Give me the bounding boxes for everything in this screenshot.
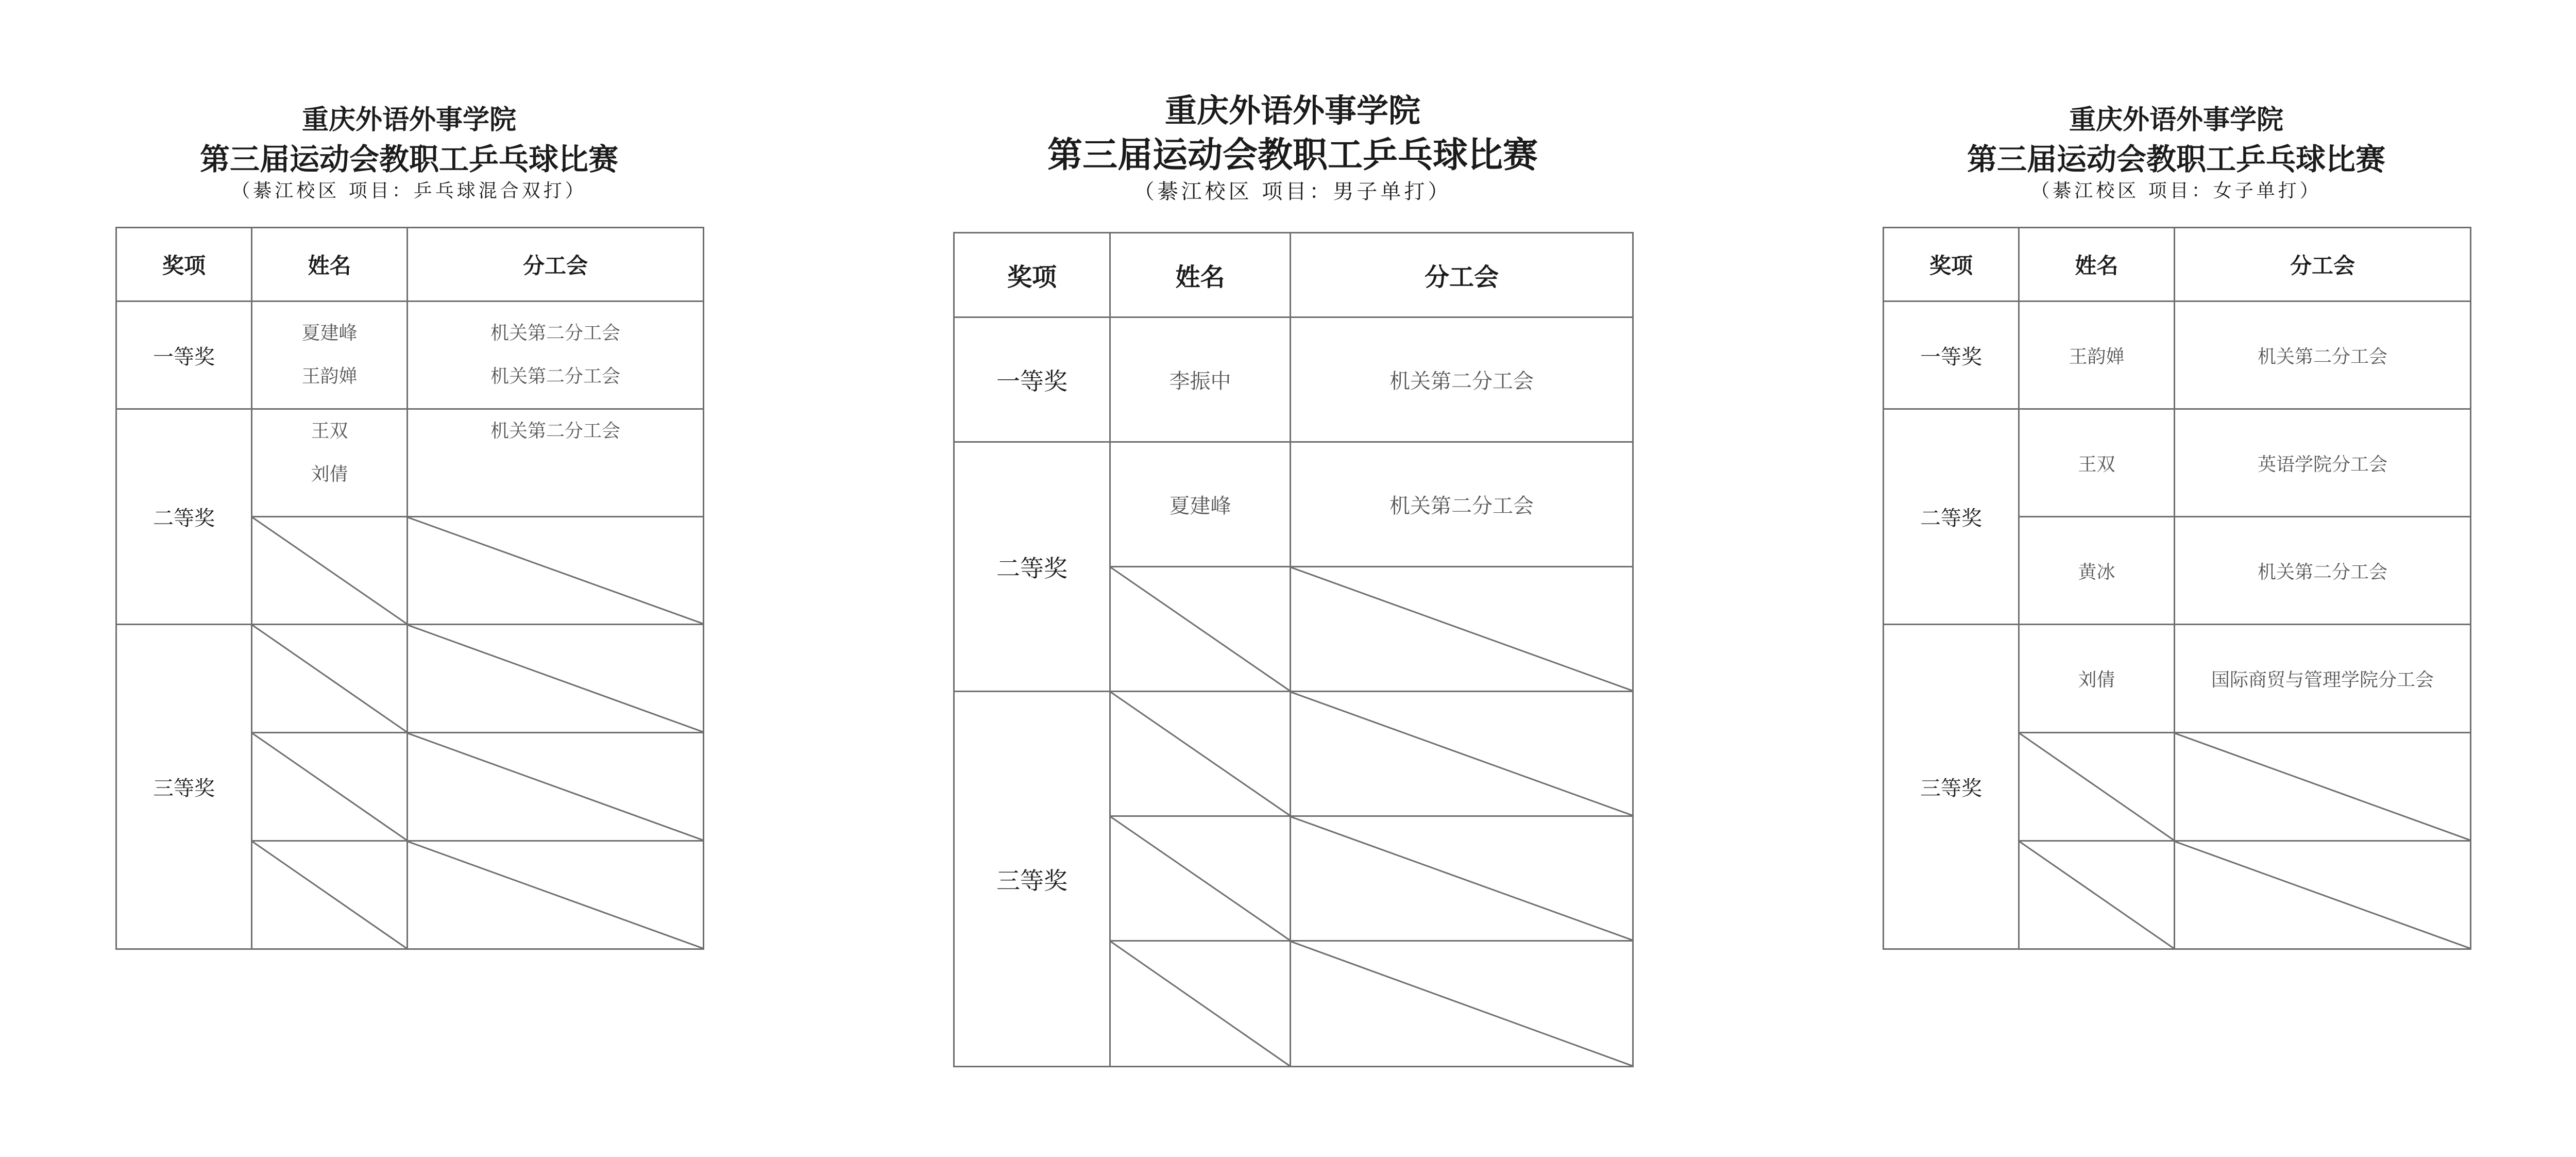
school-name: 重庆外语外事学院 — [1164, 92, 1420, 129]
winner-name: 李振中 — [1169, 370, 1231, 393]
name-cell — [252, 301, 408, 409]
panel-womens-singles — [1883, 98, 2470, 953]
header-union: 分工会 — [408, 228, 704, 301]
panel-header — [1883, 98, 2470, 211]
empty-slash-cell — [1110, 692, 1291, 816]
winner-union: 机关第二分工会 — [1389, 370, 1534, 393]
results-table — [1883, 227, 2471, 950]
empty-slash-cell — [1291, 816, 1633, 941]
empty-slash-cell — [2175, 841, 2471, 949]
winner-union: 机关第二分工会 — [2257, 346, 2387, 367]
winner-name: 王双 — [2078, 454, 2115, 475]
winner-union: 机关第二分工会 — [1389, 494, 1534, 518]
award-second: 二等奖 — [116, 409, 252, 625]
union-cell — [2175, 625, 2471, 733]
header-award: 奖项 — [116, 228, 252, 301]
name-cell — [2019, 301, 2175, 409]
event-subtitle: （綦江校区 项目：男子单打） — [1133, 180, 1452, 204]
award-first: 一等奖 — [116, 301, 252, 409]
event-title: 第三届运动会教职工乒乓球比赛 — [1967, 142, 2385, 177]
winner-name: 王韵婵 — [2069, 346, 2125, 367]
winner-name: 刘倩 — [311, 464, 348, 485]
event-subtitle: （綦江校区 项目：女子单打） — [2031, 180, 2321, 202]
empty-slash-cell — [408, 841, 704, 949]
empty-slash-cell — [408, 733, 704, 841]
empty-slash-cell — [2175, 733, 2471, 841]
union-cell — [2175, 517, 2471, 625]
union-cell — [408, 301, 704, 409]
results-table — [115, 227, 704, 950]
award-third: 三等奖 — [116, 625, 252, 949]
name-cell — [2019, 517, 2175, 625]
winner-name: 王双 — [311, 421, 348, 442]
union-cell — [408, 409, 704, 517]
winner-name: 王韵婵 — [301, 366, 358, 387]
union-cell — [1291, 442, 1633, 567]
header-award: 奖项 — [1884, 228, 2019, 301]
event-title: 第三届运动会教职工乒乓球比赛 — [199, 142, 618, 177]
winner-union: 国际商贸与管理学院分工会 — [2211, 669, 2434, 691]
header-name: 姓名 — [2019, 228, 2175, 301]
empty-slash-cell — [1110, 816, 1291, 941]
empty-slash-cell — [252, 733, 408, 841]
name-cell — [2019, 625, 2175, 733]
name-cell — [252, 409, 408, 517]
award-third: 三等奖 — [1884, 625, 2019, 949]
school-name: 重庆外语外事学院 — [301, 104, 516, 136]
empty-slash-cell — [252, 625, 408, 733]
header-award: 奖项 — [954, 233, 1110, 317]
empty-slash-cell — [408, 517, 704, 625]
name-cell — [1110, 317, 1291, 442]
event-subtitle: （綦江校区 项目：乒乓球混合双打） — [231, 180, 587, 202]
empty-slash-cell — [252, 517, 408, 625]
union-cell — [1291, 317, 1633, 442]
panel-header — [115, 98, 703, 211]
winner-name: 黄冰 — [2078, 561, 2115, 583]
panel-mens-singles — [953, 85, 1632, 1075]
winner-union: 机关第二分工会 — [490, 421, 620, 442]
winner-name: 夏建峰 — [301, 323, 358, 344]
event-title: 第三届运动会教职工乒乓球比赛 — [1047, 135, 1538, 176]
empty-slash-cell — [1291, 567, 1633, 692]
empty-slash-cell — [1291, 692, 1633, 816]
award-third: 三等奖 — [954, 692, 1110, 1067]
winner-name: 刘倩 — [2078, 669, 2115, 691]
winner-union: 英语学院分工会 — [2257, 454, 2387, 475]
header-name: 姓名 — [1110, 233, 1291, 317]
empty-slash-cell — [1110, 567, 1291, 692]
empty-slash-cell — [1110, 941, 1291, 1067]
award-second: 二等奖 — [1884, 409, 2019, 625]
empty-slash-cell — [2019, 841, 2175, 949]
name-cell — [1110, 442, 1291, 567]
empty-slash-cell — [1291, 941, 1633, 1067]
union-cell — [2175, 301, 2471, 409]
empty-slash-cell — [408, 625, 704, 733]
winner-union: 机关第二分工会 — [2257, 561, 2387, 583]
union-cell — [2175, 409, 2471, 517]
header-union: 分工会 — [2175, 228, 2471, 301]
award-second: 二等奖 — [954, 442, 1110, 692]
winner-union: 机关第二分工会 — [490, 366, 620, 387]
school-name: 重庆外语外事学院 — [2069, 104, 2283, 136]
winner-union: 机关第二分工会 — [490, 323, 620, 344]
panel-mixed-doubles — [115, 98, 703, 953]
winner-name: 夏建峰 — [1169, 494, 1231, 518]
panel-header — [953, 85, 1632, 209]
award-first: 一等奖 — [954, 317, 1110, 442]
award-first: 一等奖 — [1884, 301, 2019, 409]
header-name: 姓名 — [252, 228, 408, 301]
header-union: 分工会 — [1291, 233, 1633, 317]
empty-slash-cell — [252, 841, 408, 949]
empty-slash-cell — [2019, 733, 2175, 841]
results-table — [953, 232, 1634, 1067]
name-cell — [2019, 409, 2175, 517]
